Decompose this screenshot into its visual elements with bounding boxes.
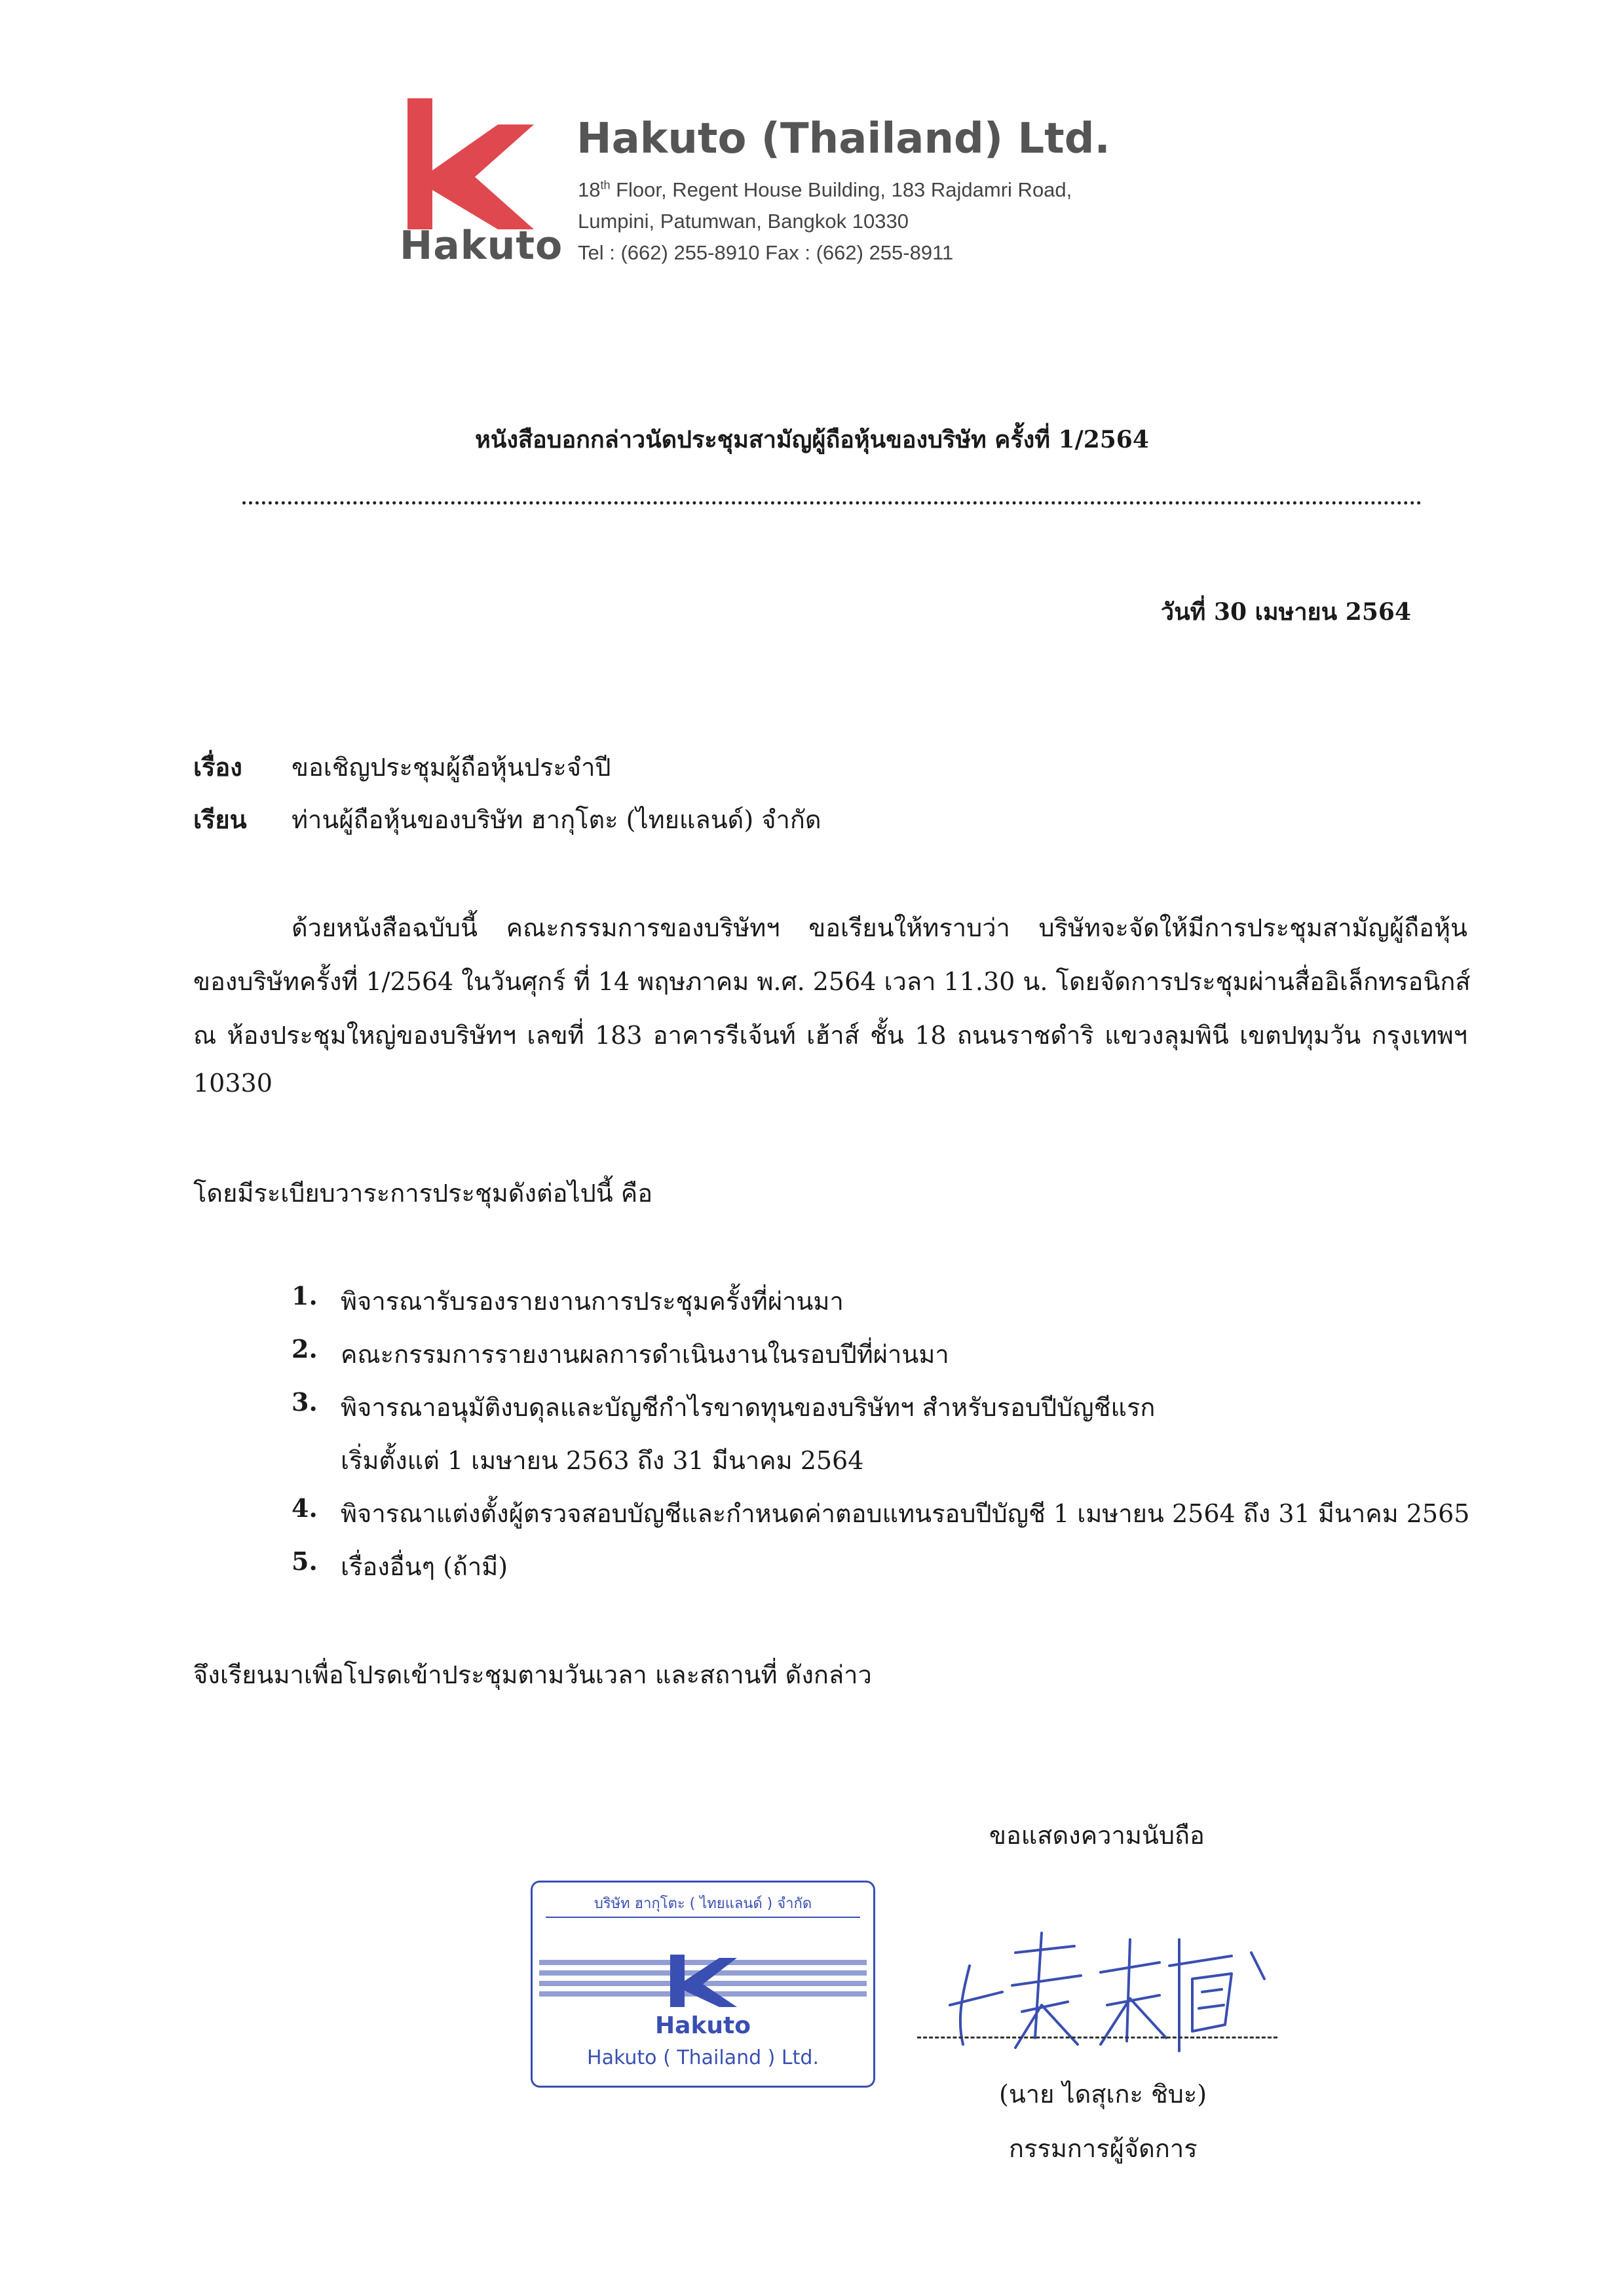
- closing-line: จึงเรียนมาเพื่อโปรดเข้าประชุมตามวันเวลา และสถานที่ ดังกล่าว: [193, 1660, 872, 1689]
- dotted-divider: [242, 501, 1422, 505]
- logo-wordmark: Hakuto: [400, 223, 563, 269]
- agenda-item-text: คณะกรรมการรายงานผลการดำเนินงานในรอบปีที่ผ่านมา: [341, 1340, 949, 1369]
- agenda-item-number: 2.: [292, 1334, 318, 1364]
- recipient-value: ท่านผู้ถือหุ้นของบริษัท ฮากุโตะ (ไทยแลนด์) จำกัด: [292, 805, 821, 834]
- signer-name: (นาย ไดสุเกะ ชิบะ): [999, 2080, 1207, 2109]
- agenda-item-number: 1.: [292, 1281, 318, 1311]
- stamp-english-name: Hakuto ( Thailand ) Ltd.: [587, 2046, 819, 2069]
- agenda-intro: โดยมีระเบียบวาระการประชุมดังต่อไปนี้ คือ: [193, 1179, 653, 1208]
- address-line-2: Lumpini, Patumwan, Bangkok 10330: [578, 210, 909, 233]
- body-line-3: ณ ห้องประชุมใหญ่ของบริษัทฯ เลขที่ 183 อาคารรีเจ้นท์ เฮ้าส์ ชั้น 18 ถนนราชดำริ แขวงลุมพินี เขตปทุมวัน กรุงเทพฯ: [193, 1021, 1467, 1050]
- address-line-1: 18th Floor, Regent House Building, 183 Rajdamri Road,: [578, 178, 1072, 201]
- company-stamp: [531, 1881, 875, 2088]
- stamp-thai-name: บริษัท ฮากุโตะ ( ไทยแลนด์ ) จำกัด: [594, 1896, 812, 1912]
- stamp-logo-band-icon: [539, 1955, 867, 2007]
- hakuto-logo-mark-icon: [400, 98, 557, 229]
- body-line-4: 10330: [193, 1069, 273, 1098]
- signature-line: [917, 2037, 1277, 2038]
- subject-value: ขอเชิญประชุมผู้ถือหุ้นประจำปี: [292, 753, 611, 782]
- agenda-item-text: เรื่องอื่นๆ (ถ้ามี): [341, 1552, 508, 1581]
- closing-salutation: ขอแสดงความนับถือ: [989, 1821, 1205, 1850]
- body-line-1: ด้วยหนังสือฉบับนี้ คณะกรรมการของบริษัทฯ ขอเรียนให้ทราบว่า บริษัทจะจัดให้มีการประชุมสามัญผู้ถือหุ้น: [292, 913, 1467, 942]
- stamp-wordmark: Hakuto: [655, 2012, 751, 2039]
- letter-title: หนังสือบอกกล่าวนัดประชุมสามัญผู้ถือหุ้นของบริษัท ครั้งที่ 1/2564: [475, 426, 1149, 453]
- contact-line: Tel : (662) 255-8910 Fax : (662) 255-8911: [578, 241, 954, 264]
- company-name: Hakuto (Thailand) Ltd.: [576, 115, 1110, 163]
- stamp-divider: [546, 1917, 860, 1918]
- company-logo: [400, 98, 563, 275]
- letter-date: วันที่ 30 เมษายน 2564: [1160, 598, 1411, 626]
- agenda-item-number: 5.: [292, 1546, 318, 1576]
- recipient-label: เรียน: [193, 805, 247, 834]
- subject-label: เรื่อง: [193, 752, 242, 782]
- body-line-2: ของบริษัทครั้งที่ 1/2564 ในวันศุกร์ ที่ 14 พฤษภาคม พ.ศ. 2564 เวลา 11.30 น. โดยจัดการประชุมผ่านสื่ออิเล็กทรอนิกส์: [193, 967, 1471, 996]
- agenda-item-text: พิจารณาแต่งตั้งผู้ตรวจสอบบัญชีและกำหนดค่าตอบแทนรอบปีบัญชี 1 เมษายน 2564 ถึง 31 มีนาคม 2565: [341, 1499, 1470, 1528]
- agenda-item-text: พิจารณารับรองรายงานการประชุมครั้งที่ผ่านมา: [341, 1287, 844, 1316]
- signer-title: กรรมการผู้จัดการ: [1009, 2134, 1198, 2163]
- agenda-item-text: พิจารณาอนุมัติงบดุลและบัญชีกำไรขาดทุนของบริษัทฯ สำหรับรอบปีบัญชีแรก: [341, 1393, 1156, 1422]
- agenda-item-number: 3.: [292, 1387, 318, 1417]
- agenda-item-number: 4.: [292, 1493, 318, 1523]
- agenda-item-text-continued: เริ่มตั้งแต่ 1 เมษายน 2563 ถึง 31 มีนาคม 2564: [341, 1446, 864, 1475]
